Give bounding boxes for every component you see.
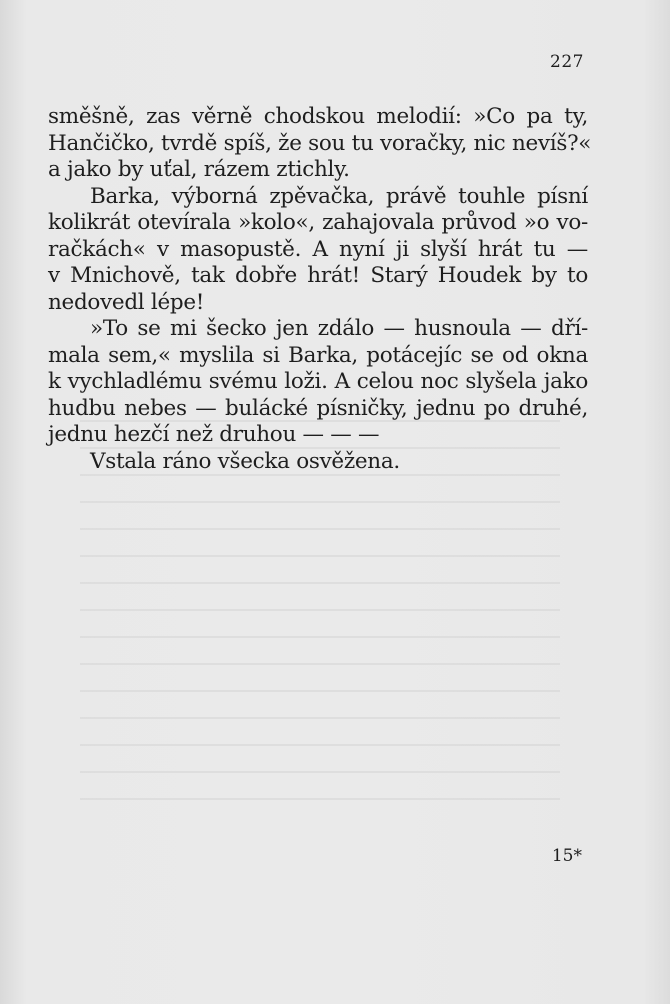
text-line: nedovedl lépe! bbox=[48, 289, 205, 315]
signature-mark: 15* bbox=[551, 846, 582, 866]
text-line: Barka, výborná zpěvačka, právě touhle písní bbox=[90, 183, 588, 209]
text-line: a jako by uťal, rázem ztichly. bbox=[48, 157, 350, 182]
text-line: račkách« v masopustě. A nyní ji slyší hrát tu — bbox=[48, 236, 588, 262]
text-line: mala sem,« myslila si Barka, potácejíc se od okna bbox=[48, 342, 588, 368]
page-number: 227 bbox=[550, 52, 584, 72]
show-through-text bbox=[80, 420, 560, 820]
text-line: hudbu nebes — bulácké písničky, jednu po druhé, bbox=[48, 395, 588, 421]
body-text bbox=[48, 104, 592, 475]
text-line: Vstala ráno všecka osvěžena. bbox=[90, 448, 400, 474]
text-line: jednu hezčí než druhou — — — bbox=[48, 422, 380, 447]
text-line: »To se mi šecko jen zdálo — husnoula — dří- bbox=[90, 316, 588, 341]
text-line: kolikrát otevírala »kolo«, zahajovala průvod »o vo- bbox=[48, 210, 588, 235]
text-line: v Mnichově, tak dobře hrát! Starý Houdek by to bbox=[48, 263, 588, 288]
text-line: k vychladlému svému loži. A celou noc slyšela jako bbox=[48, 369, 588, 394]
text-line: směšně, zas věrně chodskou melodií: »Co pa ty, bbox=[48, 104, 588, 129]
text-line: Hančičko, tvrdě spíš, že sou tu voračky, nic nevíš?« bbox=[48, 130, 592, 156]
